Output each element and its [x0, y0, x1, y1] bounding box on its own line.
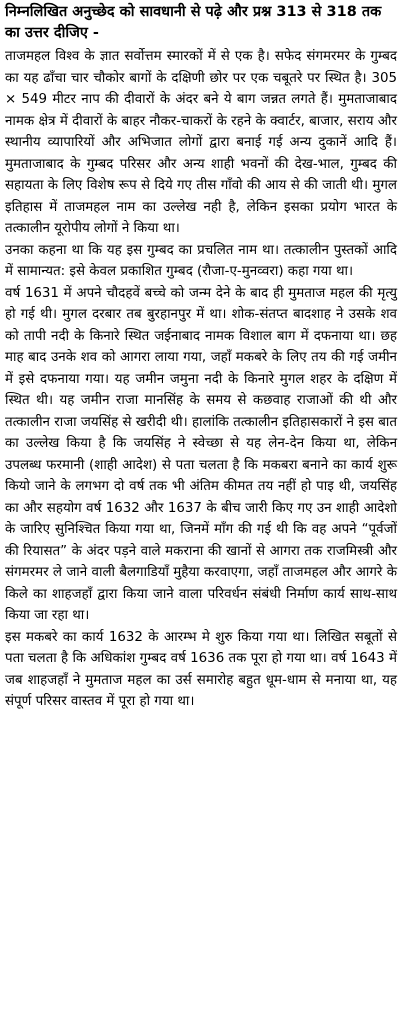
paragraph-taj-intro: ताजमहल विश्व के ज्ञात सर्वोत्तम स्मारकों में से एक है। सफेद संगमरमर के गुम्बद का यह ढाँचा चार चौकोर बागों के दक्षिणी छोर पर एक चबूतरे पर स्थित है। 305 × 549 मीटर नाप की दीवारों के अंदर बने ये बाग जन्नत लगते हैं। मुमताजाबाद नामक क्षेत्र में दीवारों के बाहर नौकर-चाकरों के रहने के क्वार्टर, बाजार, सराय और स्थानीय व्यापारियों और अभिजात लोगों द्वारा बनाई गई अन्य दुकानें आदि हैं। मुमताजाबाद के गुम्बद परिसर और अन्य शाही भवनों की देख-भाल, गुम्बद की सहायता के लिए विशेष रूप से दिये गए तीस गाँवो की आय से की जाती थी। मुगल इतिहास में ताजमहल नाम का उल्लेख नही है, लेकिन इसका प्रयोग भारत के तत्कालीन यूरोपीय लोगों ने किया था।	[5, 49, 397, 236]
paragraph-construction-dates: इस मकबरे का कार्य 1632 के आरम्भ मे शुरु किया गया था। लिखित सबूतों से पता चलता है कि अधिकांश गुम्बद वर्ष 1636 तक पूरा हो गया था। वर्ष 1643 में जब शाहजहाँ ने मुमताज महल का उर्स समारोह बहुत धूम-धाम से मनाया था, यह संपूर्ण परिसर वास्तव में पूरा हो गया था।	[5, 629, 397, 709]
passage-instructions-heading: निम्नलिखित अनुच्छेद को सावधानी से पढ़े और प्रश्न 313 से 318 तक का उत्तर दीजिए -	[5, 4, 382, 41]
paragraph-mumtaz-burial: वर्ष 1631 में अपने चौदहवें बच्चे को जन्म देने के बाद ही मुमताज महल की मृत्यु हो गई थी। मुगल दरबार तब बुरहानपुर में था। शोक-संतप्त बादशाह ने उसके शव को तापी नदी के किनारे स्थित जईनाबाद नामक विशाल बाग में दफनाया था। छह माह बाद उनके शव को आगरा लाया गया, जहाँ मकबरे के लिए तय की गई जमीन में इसे दफनाया गया। यह जमीन जमुना नदी के किनारे मुगल शहर के दक्षिण में स्थित थी। यह जमीन राजा मानसिंह के समय से कछवाह राजाओं की थी और तत्कालीन राजा जयसिंह से खरीदी थी। हालांकि तत्कालीन इतिहासकारों ने इस बात का उल्लेख किया है कि जयसिंह ने स्वेच्छा से यह लेन-देन किया था, लेकिन उपलब्ध फरमानी (शाही आदेश) से पता चलता है कि मकबरा बनाने का कार्य शुरू कियो जाने के लगभग दो वर्ष तक भी अंतिम कीमत तय नहीं हो पाइ थी, जयसिंह का और सहयोग वर्ष 1632 और 1637 के बीच जारी किए गए उन शाही आदेशो के जारिए सुनिश्चित किया गया था, जिनमें माँग की गई थी कि वह अपने “पूर्वजों की रियासत” के अंदर पड़ने वाले मकराना की खानों से आगरा तक राजमिस्त्री और संगमरमर ले जाने वाली बैलगाडियाँ मुहैया करवाएगा, जहाँ ताजमहल और आगरे के किले का शाहजहाँ द्वारा किया जाने वाला परिवर्धन संबंधी निर्माण कार्य साथ-साथ किया जा रहा था।	[5, 285, 397, 623]
paragraph-name-origin: उनका कहना था कि यह इस गुम्बद का प्रचलित नाम था। तत्कालीन पुस्तकों आदि में सामान्यत: इसे केवल प्रकाशित गुम्बद (रौजा-ए-मुनव्वरा) कहा गया था।	[5, 242, 397, 279]
